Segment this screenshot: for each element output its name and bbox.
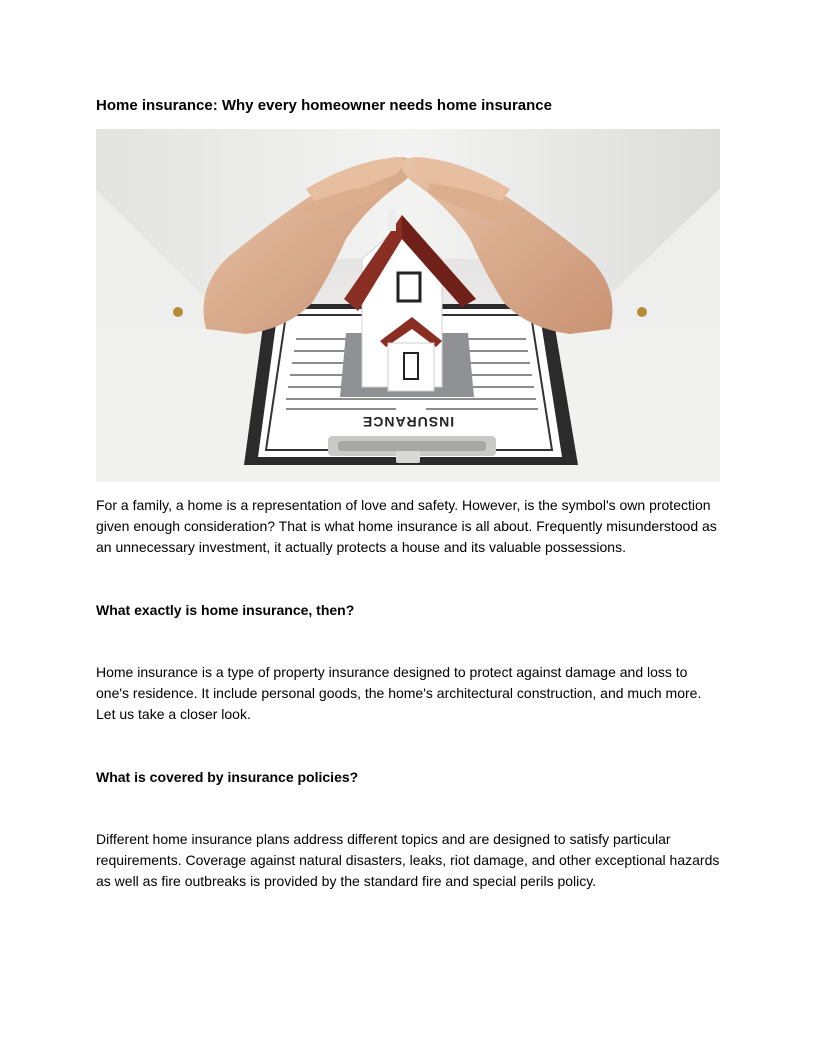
definition-paragraph: Home insurance is a type of property insurance designed to protect against damage and loss to one's residence. It include personal goods, the home's architectural construction, and much more. Let us take a closer look.	[96, 664, 702, 722]
section-heading-coverage: What is covered by insurance policies?	[96, 769, 359, 785]
hero-image-hands-over-house	[96, 129, 720, 482]
document-insurance-label: INSURANCE	[361, 414, 455, 430]
coverage-paragraph: Different home insurance plans address different topics and are designed to satisfy particular requirements. Coverage against natural disasters, leaks, riot damage, and other exceptional hazards as well as fire outbreaks is provided by the standard fire and special perils policy.	[96, 831, 720, 889]
intro-paragraph: For a family, a home is a representation of love and safety. However, is the symbol's own protection given enough consideration? That is what home insurance is all about. Frequently misunderstood as an unnecessary investment, it actually protects a house and its valuable possessions.	[96, 497, 717, 555]
page-title: Home insurance: Why every homeowner needs home insurance	[96, 97, 552, 114]
section-heading-what-is: What exactly is home insurance, then?	[96, 602, 355, 618]
